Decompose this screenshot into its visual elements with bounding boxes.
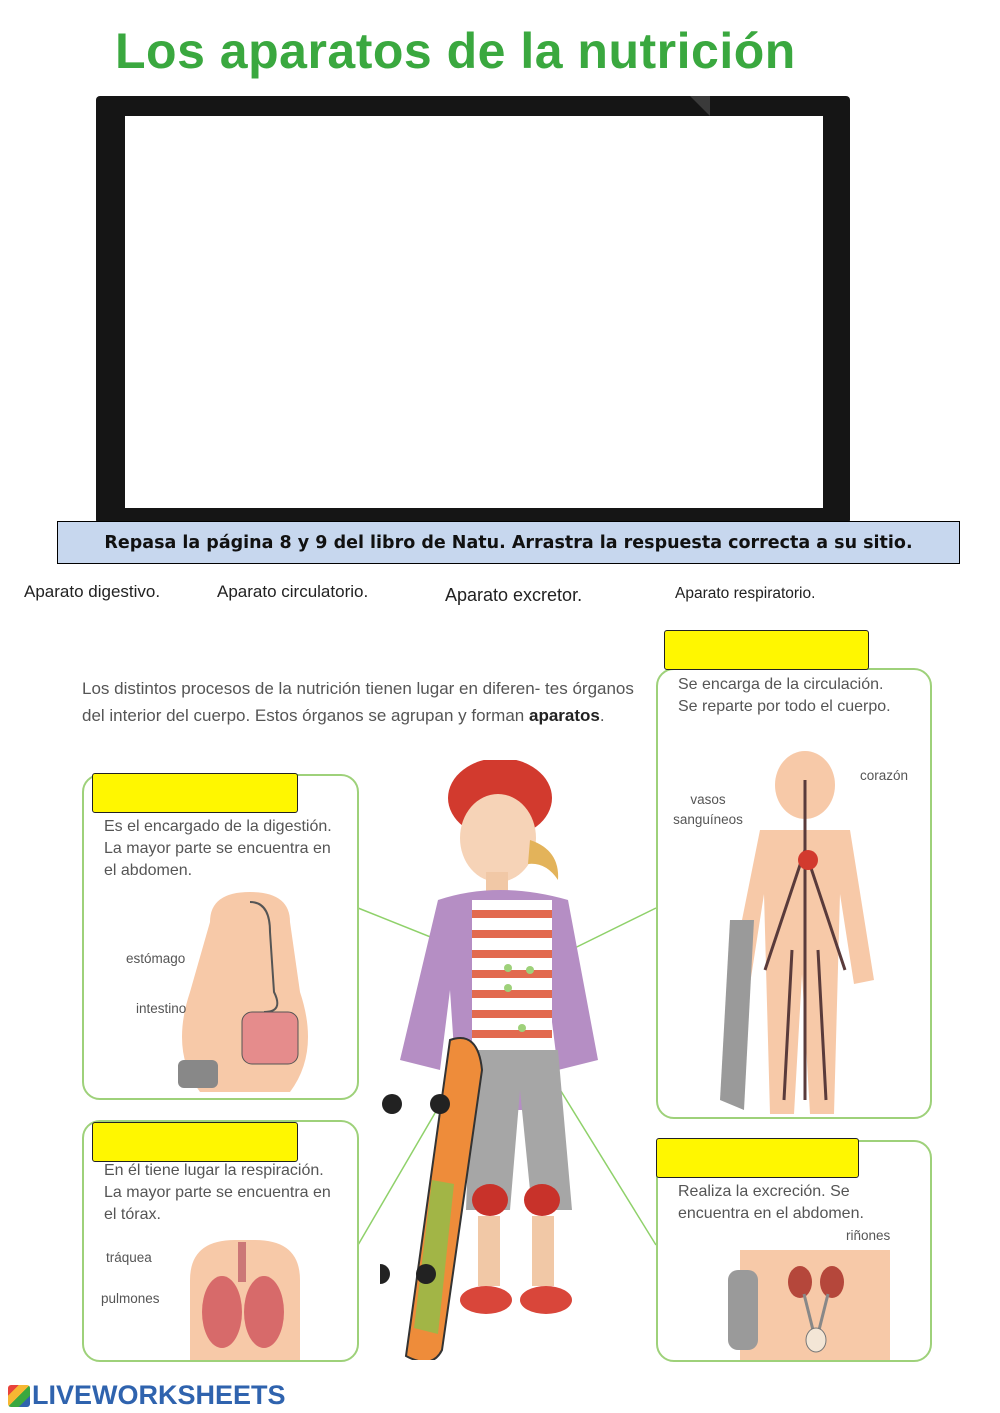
excretory-illustration bbox=[700, 1250, 890, 1360]
label-rinones: riñones bbox=[846, 1228, 891, 1243]
logo-icon bbox=[8, 1385, 30, 1407]
intro-bold: aparatos bbox=[528, 706, 600, 725]
option-circulatory[interactable]: Aparato circulatorio. bbox=[217, 582, 369, 601]
respiratory-description: En él tiene lugar la respiración. La mayor parte se encuentra en el tórax. bbox=[104, 1162, 331, 1223]
option-excretory[interactable]: Aparato excretor. bbox=[445, 585, 583, 605]
circulatory-description: Se encarga de la circulación. Se reparte por todo el cuerpo. bbox=[678, 676, 891, 715]
intro-end: . bbox=[599, 706, 605, 725]
label-intestino: intestino bbox=[136, 1001, 187, 1016]
drop-zone-circulatory[interactable] bbox=[664, 630, 869, 670]
digestive-illustration bbox=[150, 892, 350, 1092]
label-vasos: vasos sanguíneos bbox=[673, 792, 743, 827]
drop-zone-digestive[interactable] bbox=[92, 773, 298, 813]
instruction-bar: Repasa la página 8 y 9 del libro de Natu. Arrastra la respuesta correcta a su sitio. bbox=[57, 521, 960, 564]
drop-zone-respiratory[interactable] bbox=[92, 1122, 298, 1162]
drop-zone-excretory[interactable] bbox=[656, 1138, 859, 1178]
label-traquea: tráquea bbox=[106, 1250, 152, 1265]
child-skater-illustration bbox=[380, 760, 650, 1360]
respiratory-illustration bbox=[170, 1230, 320, 1360]
option-digestive[interactable]: Aparato digestivo. bbox=[24, 582, 161, 601]
option-respiratory[interactable]: Aparato respiratorio. bbox=[675, 585, 816, 602]
logo-text: LIVEWORKSHEETS bbox=[32, 1380, 286, 1410]
page-title: Los aparatos de la nutrición bbox=[115, 23, 796, 79]
label-estomago: estómago bbox=[126, 951, 186, 966]
excretory-description: Realiza la excreción. Se encuentra en el abdomen. bbox=[678, 1183, 864, 1222]
label-pulmones: pulmones bbox=[101, 1291, 160, 1306]
intro-text: Los distintos procesos de la nutrición tienen lugar en diferen- tes órganos del interior del cuerpo. Estos órganos se agrupan y forman bbox=[82, 679, 634, 725]
label-corazon: corazón bbox=[860, 768, 909, 783]
digestive-description: Es el encargado de la digestión. La mayor parte se encuentra en el abdomen. bbox=[104, 818, 332, 879]
liveworksheets-logo bbox=[8, 1380, 286, 1411]
